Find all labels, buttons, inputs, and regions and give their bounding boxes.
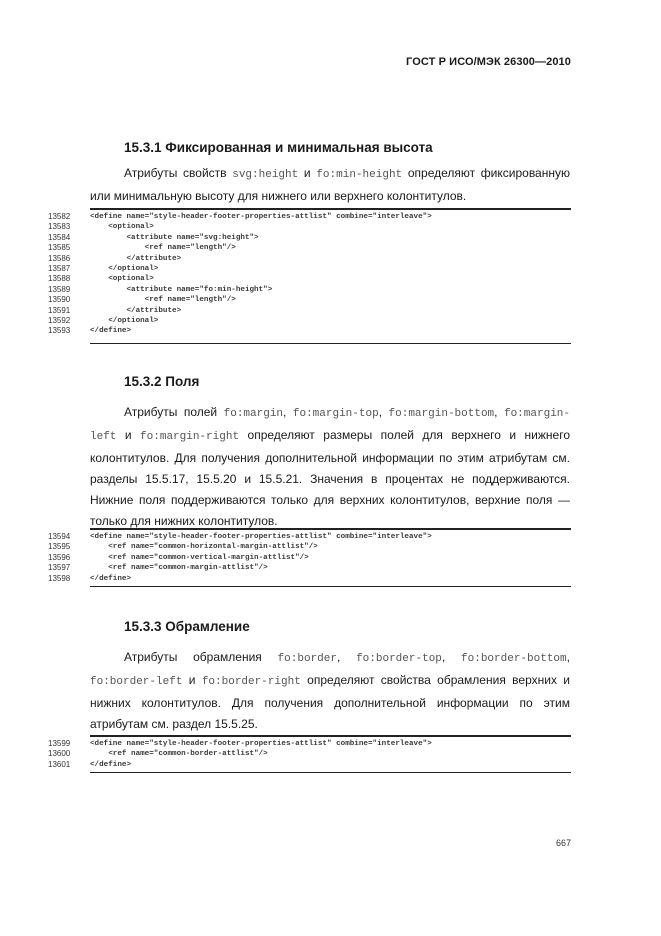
- line-number: 13593: [48, 326, 71, 336]
- code-rule-top: [90, 735, 571, 737]
- line-number: 13596: [48, 552, 71, 562]
- line-number: 13590: [48, 295, 71, 305]
- code-line: [0, 295, 661, 305]
- code-line: [0, 326, 661, 336]
- line-number: 13601: [48, 759, 71, 769]
- page-number: 667: [555, 838, 571, 848]
- line-number: 13598: [48, 573, 71, 583]
- code-line: [0, 274, 661, 284]
- code-line: [0, 739, 661, 749]
- code-text: </define>: [90, 760, 132, 769]
- code-line: [0, 254, 661, 264]
- para-text: Атрибуты полей: [124, 405, 224, 419]
- para-text: определяют фиксированную или минимальную высоту для нижнего или верхнего колонтитулов.: [90, 166, 570, 203]
- code-text: <ref name="common-horizontal-margin-attlist"/>: [90, 543, 318, 552]
- section-heading-15-3-3: 15.3.3 Обрамление: [124, 619, 250, 634]
- code-line: [0, 532, 661, 542]
- code-text: <define name="style-header-footer-properties-attlist" combine="interleave">: [90, 213, 432, 221]
- code-rule-top: [90, 528, 571, 530]
- para-text: ,: [494, 405, 504, 419]
- line-number: 13584: [48, 232, 71, 242]
- code-text: </attribute>: [90, 306, 182, 315]
- code-line: [0, 222, 661, 232]
- attr-fo-margin-left: fo:margin-left: [90, 408, 570, 443]
- code-rule-top: [90, 208, 571, 210]
- attr-fo-border-left: fo:border-left: [90, 676, 183, 688]
- code-text: <define name="style-header-footer-properties-attlist" combine="interleave">: [90, 740, 432, 748]
- code-text: <attribute name="fo:min-height">: [90, 285, 273, 294]
- line-number: 13594: [48, 532, 71, 541]
- code-text: </attribute>: [90, 254, 182, 263]
- line-number: 13595: [48, 542, 71, 552]
- code-text: </optional>: [90, 316, 159, 325]
- code-line: [0, 212, 661, 222]
- code-listing-15-3-3: [0, 739, 661, 770]
- code-rule-bottom: [90, 343, 571, 344]
- code-line: [0, 563, 661, 573]
- attr-fo-margin-top: fo:margin-top: [292, 408, 379, 420]
- code-line: [0, 749, 661, 759]
- line-number: 13588: [48, 274, 71, 284]
- para-text: ,: [441, 650, 462, 664]
- line-number: 13585: [48, 243, 71, 253]
- code-text: <optional>: [90, 223, 154, 232]
- para-text: Атрибуты свойств: [124, 166, 233, 180]
- code-line: [0, 306, 661, 316]
- line-number: 13583: [48, 222, 71, 232]
- attr-fo-border-bottom: fo:border-bottom: [461, 653, 567, 665]
- para-text: и: [182, 673, 202, 687]
- para-text: и: [298, 166, 317, 180]
- attr-fo-border-right: fo:border-right: [201, 676, 301, 688]
- code-listing-15-3-2: [0, 532, 661, 584]
- attr-fo-margin: fo:margin: [223, 408, 284, 420]
- line-number: 13586: [48, 253, 71, 263]
- code-line: [0, 243, 661, 253]
- line-number: 13597: [48, 563, 71, 573]
- code-line: [0, 760, 661, 770]
- document-header: ГОСТ Р ИСО/МЭК 26300—2010: [406, 56, 571, 68]
- line-number: 13589: [48, 284, 71, 294]
- code-line: [0, 574, 661, 584]
- section-paragraph-15-3-3: [90, 647, 570, 735]
- line-number: 13592: [48, 315, 71, 325]
- attr-svg-height: svg:height: [232, 169, 299, 181]
- code-text: </define>: [90, 574, 132, 583]
- code-text: <attribute name="svg:height">: [90, 233, 259, 242]
- para-text: Атрибуты обрамления: [124, 650, 278, 664]
- attr-fo-min-height: fo:min-height: [316, 169, 403, 181]
- code-text: <ref name="length"/>: [90, 244, 236, 253]
- attr-fo-margin-right: fo:margin-right: [140, 431, 240, 443]
- section-heading-15-3-2: 15.3.2 Поля: [124, 374, 200, 389]
- para-text: определяют свойства обрамления верхних и нижних колонтитулов. Для получения дополнительной информации по этим атрибутам см. раздел 15.5.25.: [90, 673, 570, 731]
- code-line: [0, 285, 661, 295]
- para-text: ,: [336, 650, 357, 664]
- code-text: <ref name="common-border-attlist"/>: [90, 750, 268, 759]
- code-listing-15-3-1: [0, 212, 661, 337]
- section-heading-15-3-1: 15.3.1 Фиксированная и минимальная высота: [124, 140, 433, 155]
- code-text: <define name="style-header-footer-properties-attlist" combine="interleave">: [90, 533, 432, 541]
- code-text: <ref name="common-margin-attlist"/>: [90, 564, 268, 573]
- attr-fo-margin-bottom: fo:margin-bottom: [388, 408, 495, 420]
- code-text: <ref name="common-vertical-margin-attlist"/>: [90, 553, 309, 562]
- para-text: и: [116, 428, 141, 442]
- line-number: 13591: [48, 305, 71, 315]
- para-text: ,: [283, 405, 293, 419]
- section-paragraph-15-3-2: [90, 402, 570, 532]
- attr-fo-border: fo:border: [277, 653, 337, 665]
- code-line: [0, 233, 661, 243]
- line-number: 13587: [48, 263, 71, 273]
- code-line: [0, 316, 661, 326]
- code-text: </optional>: [90, 264, 159, 273]
- attr-fo-border-top: fo:border-top: [356, 653, 442, 665]
- para-text: ,: [566, 650, 570, 664]
- line-number: 13599: [48, 739, 71, 748]
- line-number: 13600: [48, 749, 71, 759]
- section-paragraph-15-3-1: [90, 163, 570, 207]
- code-line: [0, 264, 661, 274]
- code-rule-bottom: [90, 772, 571, 773]
- code-text: <optional>: [90, 275, 154, 284]
- code-line: [0, 553, 661, 563]
- line-number: 13582: [48, 212, 71, 221]
- code-text: </define>: [90, 327, 132, 336]
- code-line: [0, 542, 661, 552]
- para-text: ,: [378, 405, 389, 419]
- code-text: <ref name="length"/>: [90, 296, 236, 305]
- para-text: определяют размеры полей для верхнего и нижнего колонтитулов. Для получения дополнительной информации по этим атрибутам см. разделы 15.5.17, 15.5.20 и 15.5.21. Значения в процентах не поддерживаются. Нижние поля поддерживаются только для верхних колонтитулов, верхние поля — только для нижних колонтитулов.: [90, 428, 570, 528]
- code-rule-bottom: [90, 586, 571, 587]
